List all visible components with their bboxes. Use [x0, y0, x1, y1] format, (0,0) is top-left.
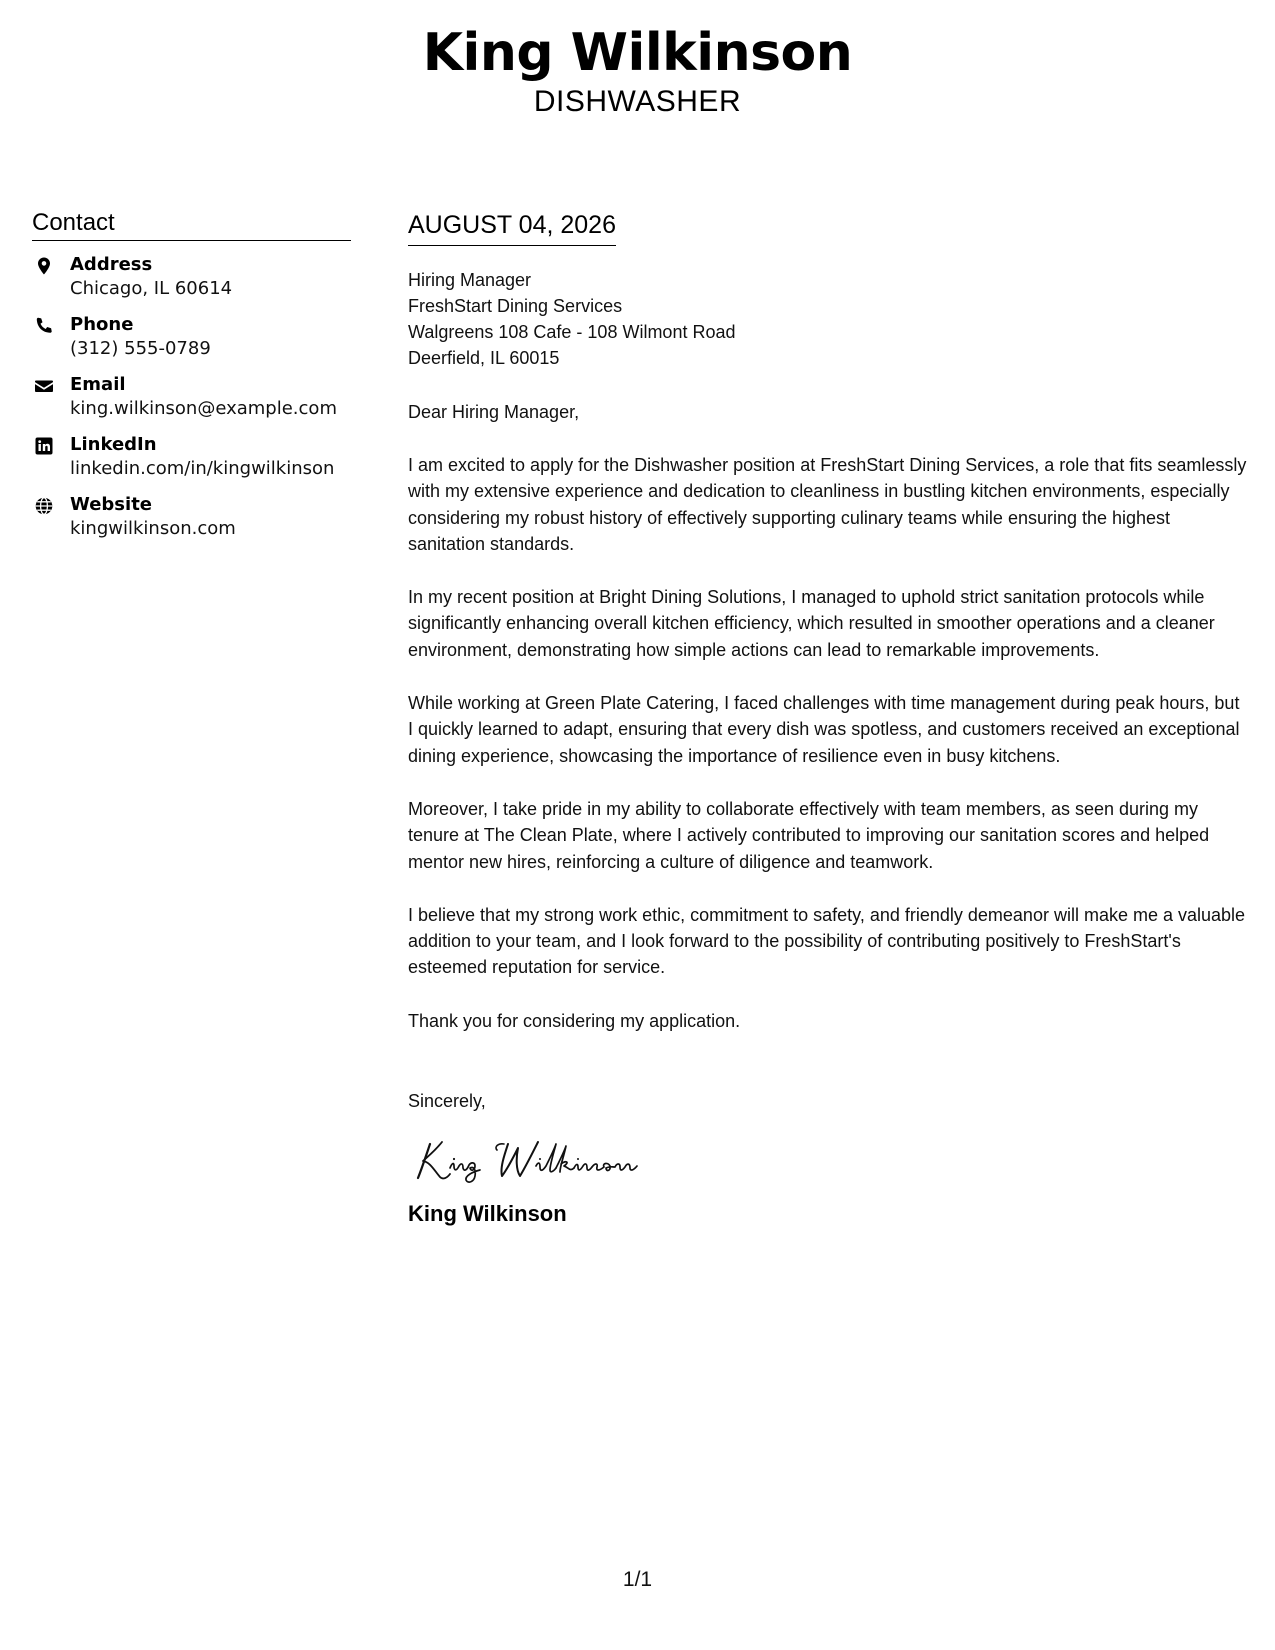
contact-item-email	[32, 373, 351, 421]
contact-item-phone	[32, 313, 351, 361]
contact-item-linkedin	[32, 433, 351, 481]
contact-value: kingwilkinson.com	[70, 518, 236, 539]
envelope-icon	[34, 376, 54, 396]
contact-value: (312) 555-0789	[70, 338, 211, 359]
contact-value: Chicago, IL 60614	[70, 278, 233, 299]
letter-paragraph: In my recent position at Bright Dining Solutions, I managed to uphold strict sanitation protocols while significantly enhancing overall kitchen efficiency, which resulted in smoother operations and a cleaner environment, demonstrating how simple actions can lead to remarkable improvements.	[408, 587, 1215, 660]
contact-label: Email	[70, 374, 126, 395]
letter-paragraph: I believe that my strong work ethic, commitment to safety, and friendly demeanor will make me a valuable addition to your team, and I look forward to the possibility of contributing positively to FreshStart's esteemed reputation for service.	[408, 904, 1246, 978]
letter-date: AUGUST 04, 2026	[408, 208, 616, 246]
signed-name: King Wilkinson	[408, 1201, 567, 1227]
recipient-line: Walgreens 108 Cafe - 108 Wilmont Road	[408, 322, 736, 342]
job-title: DISHWASHER	[533, 85, 742, 118]
letter-paragraph: I am excited to apply for the Dishwasher position at FreshStart Dining Services, a role that fits seamlessly with my extensive experience and dedication to cleanliness in bustling kitchen environments, especially considering my robust history of effectively supporting culinary teams while ensuring the highest sanitation standards.	[408, 455, 1247, 554]
recipient-address	[408, 267, 1248, 371]
contact-item-website	[32, 493, 351, 541]
letter-paragraph: Thank you for considering my application.	[408, 1010, 741, 1031]
contact-label: Address	[70, 254, 153, 275]
closing: Sincerely,	[408, 1091, 486, 1112]
recipient-line: FreshStart Dining Services	[408, 296, 623, 316]
recipient-line: Deerfield, IL 60015	[408, 348, 560, 368]
applicant-name: King Wilkinson	[422, 23, 853, 83]
phone-icon	[34, 316, 54, 336]
contact-sidebar	[32, 208, 351, 553]
letter-paragraph: While working at Green Plate Catering, I faced challenges with time management during peak hours, but I quickly learned to adapt, ensuring that every dish was spotless, and customers received an exceptional dining experience, showcasing the importance of resilience even in busy kitchens.	[408, 693, 1240, 766]
salutation: Dear Hiring Manager,	[408, 402, 580, 422]
contact-label: LinkedIn	[70, 434, 157, 455]
letter-paragraph: Moreover, I take pride in my ability to collaborate effectively with team members, as seen during my tenure at The Clean Plate, where I actively contributed to improving our sanitation scores and helped mentor new hires, reinforcing a culture of diligence and teamwork.	[408, 798, 1210, 872]
page-number: 1/1	[622, 1568, 653, 1591]
resume-header	[0, 20, 1275, 120]
contact-label: Website	[70, 494, 153, 515]
handwritten-signature	[412, 1130, 1248, 1186]
linkedin-icon	[34, 436, 54, 456]
cover-letter-body	[408, 208, 1248, 1228]
contact-value: linkedin.com/in/kingwilkinson	[70, 458, 335, 479]
contact-list	[32, 253, 351, 541]
recipient-line: Hiring Manager	[408, 270, 532, 290]
contact-item-address	[32, 253, 351, 301]
map-pin-icon	[34, 256, 54, 276]
contact-heading: Contact	[32, 208, 351, 241]
globe-icon	[34, 496, 54, 516]
contact-label: Phone	[70, 314, 134, 335]
contact-value: king.wilkinson@example.com	[70, 398, 337, 419]
